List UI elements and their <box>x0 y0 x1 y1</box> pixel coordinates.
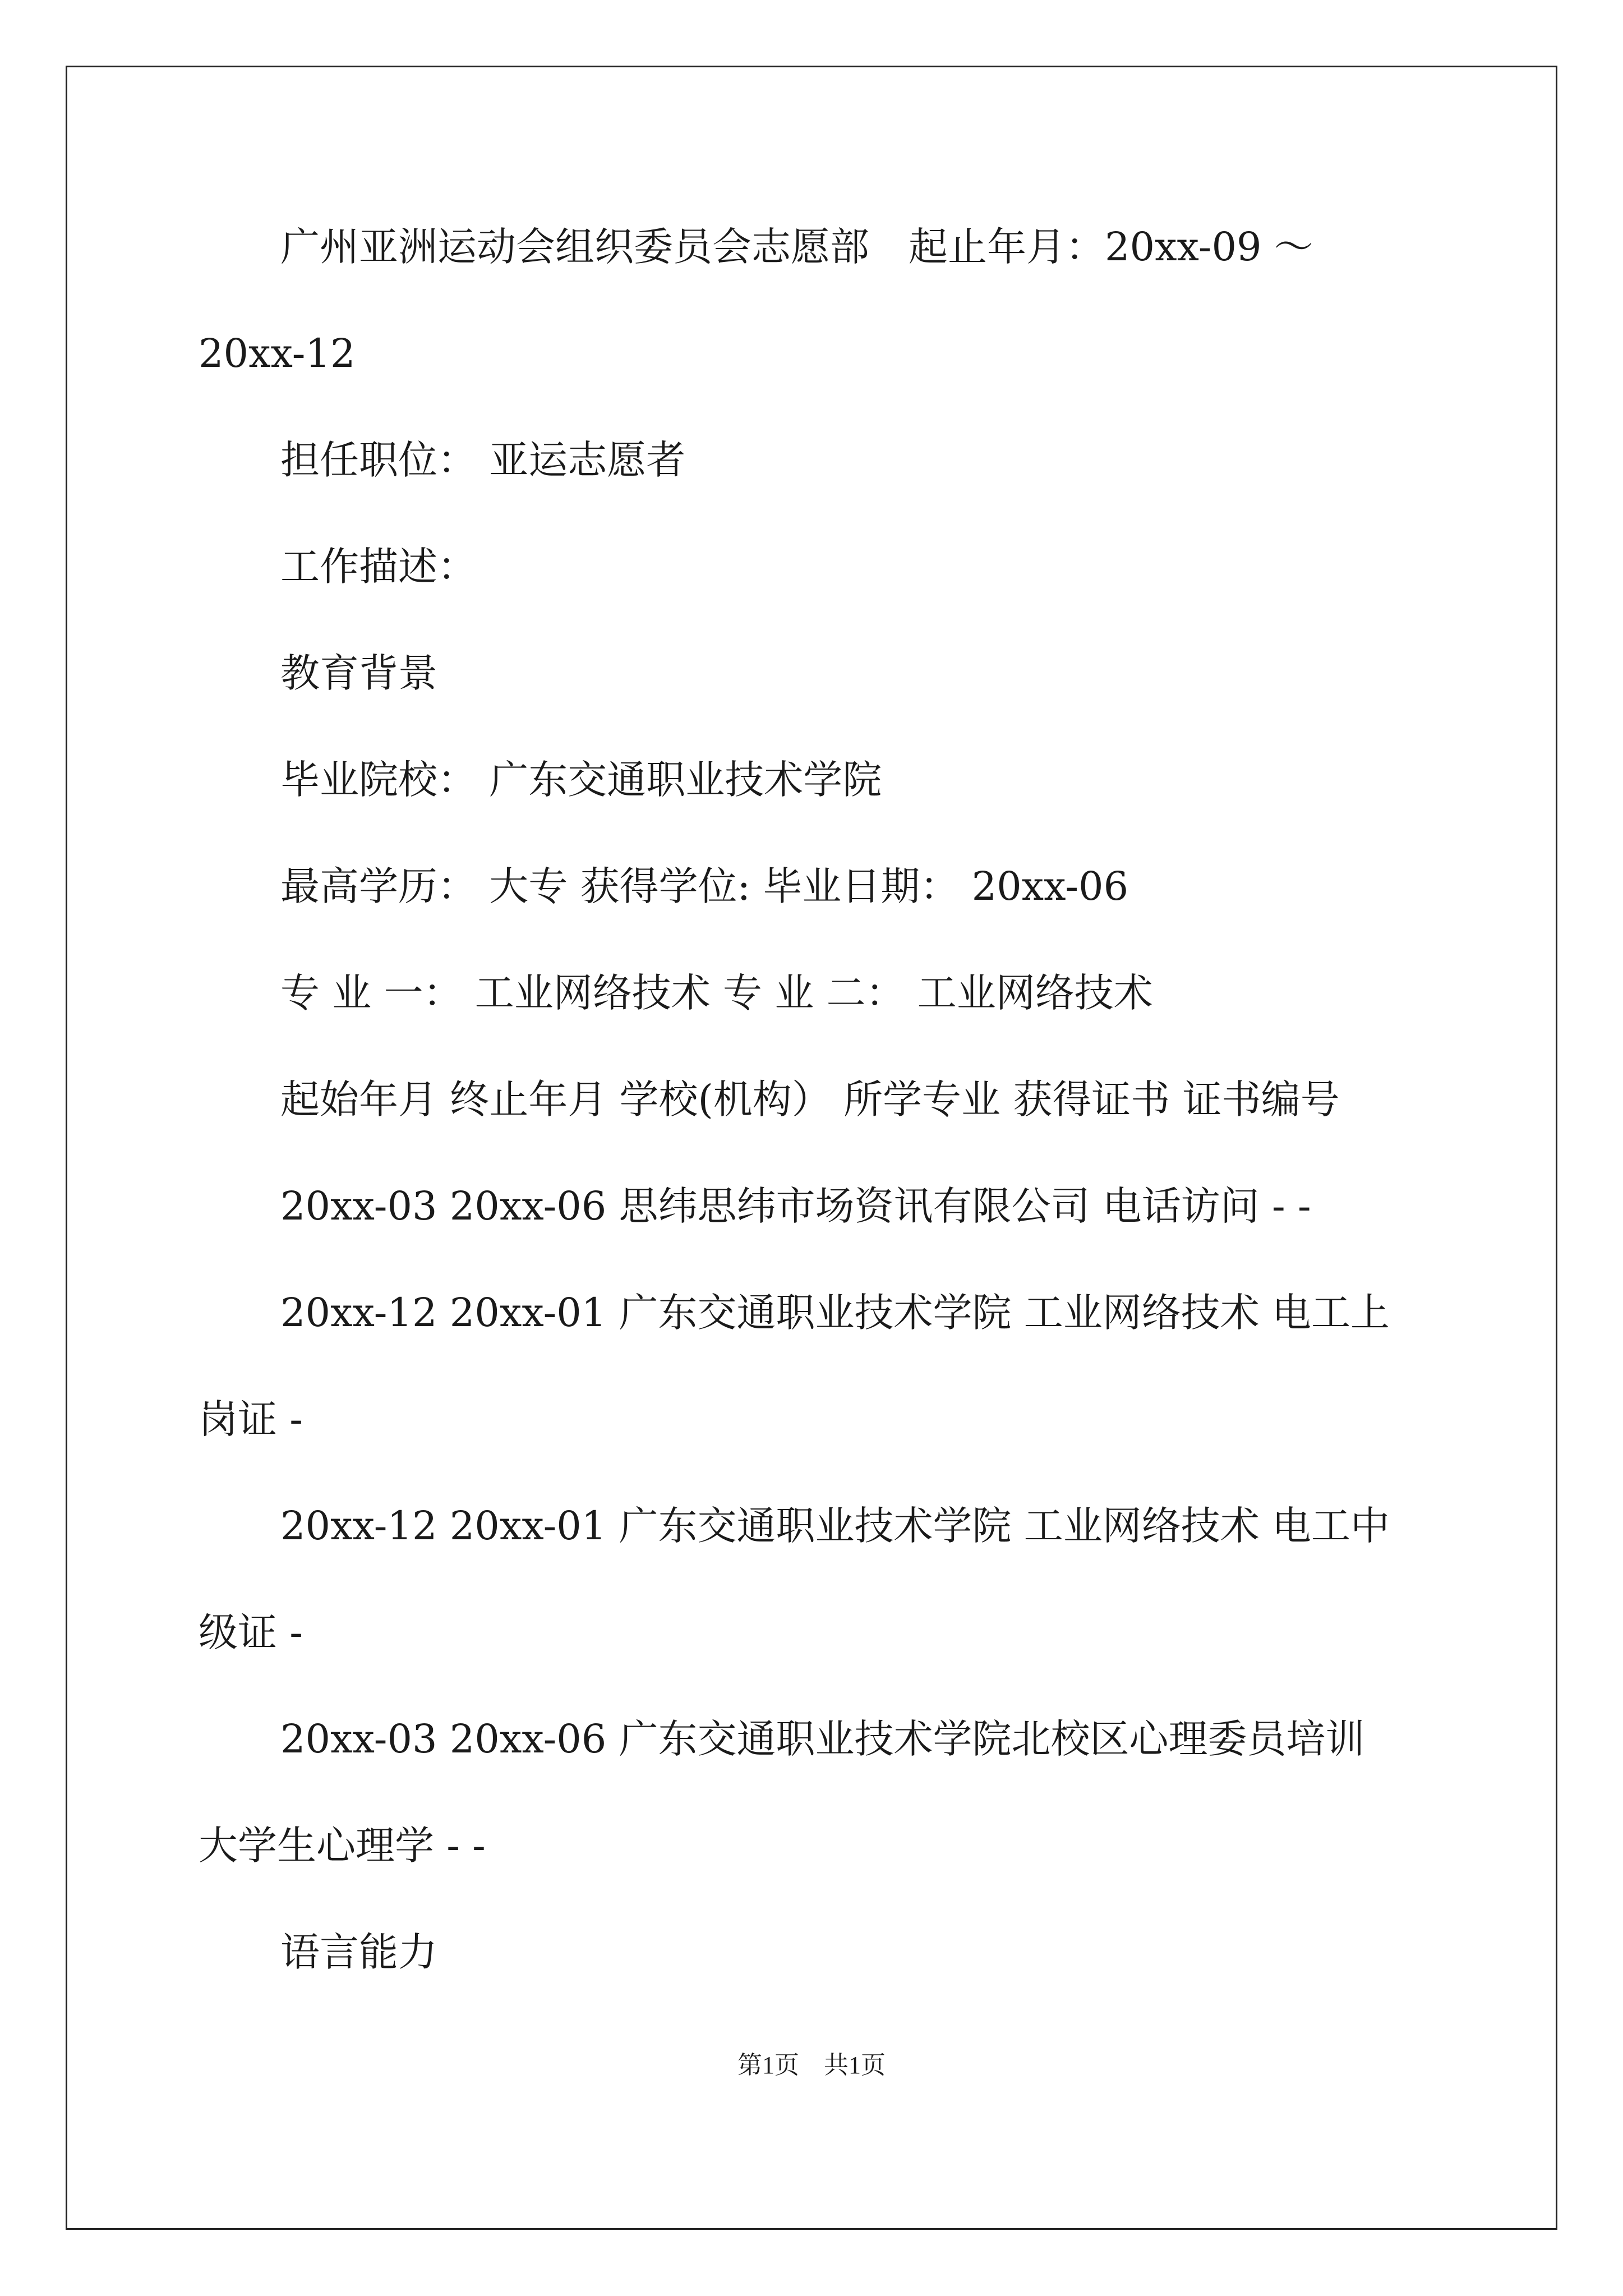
section-heading-language: 语言能力 <box>280 1929 437 1975</box>
text-line-14: 级证 - <box>199 1609 303 1655</box>
page-border <box>66 66 1557 2230</box>
text-line-11: 20xx-12 20xx-01 广东交通职业技术学院 工业网络技术 电工上 <box>280 1290 1390 1336</box>
text-line-3: 担任职位： 亚运志愿者 <box>280 437 686 483</box>
table-header-line: 起始年月 终止年月 学校(机构） 所学专业 获得证书 证书编号 <box>280 1076 1340 1122</box>
text-line-1-content: 广州亚洲运动会组织委员会志愿部 起止年月：20xx-09 ～ <box>280 224 1313 270</box>
text-line-12: 岗证 - <box>199 1396 303 1442</box>
text-line-7: 最高学历： 大专 获得学位: 毕业日期： 20xx-06 <box>280 863 1129 909</box>
text-line-8: 专 业 一： 工业网络技术 专 业 二： 工业网络技术 <box>280 970 1153 1016</box>
text-line-1 <box>280 224 1503 270</box>
text-line-10: 20xx-03 20xx-06 思纬思纬市场资讯有限公司 电话访问 - - <box>280 1183 1311 1229</box>
section-heading-education: 教育背景 <box>280 650 437 696</box>
text-line-4: 工作描述： <box>280 544 477 590</box>
text-line-16: 大学生心理学 - - <box>199 1823 486 1869</box>
text-line-6: 毕业院校： 广东交通职业技术学院 <box>280 757 882 803</box>
text-line-2: 20xx-12 <box>199 330 356 376</box>
page-number-footer: 第1页 共1页 <box>737 2051 886 2079</box>
text-line-13: 20xx-12 20xx-01 广东交通职业技术学院 工业网络技术 电工中 <box>280 1503 1390 1549</box>
text-line-15: 20xx-03 20xx-06 广东交通职业技术学院北校区心理委员培训 <box>280 1716 1365 1762</box>
